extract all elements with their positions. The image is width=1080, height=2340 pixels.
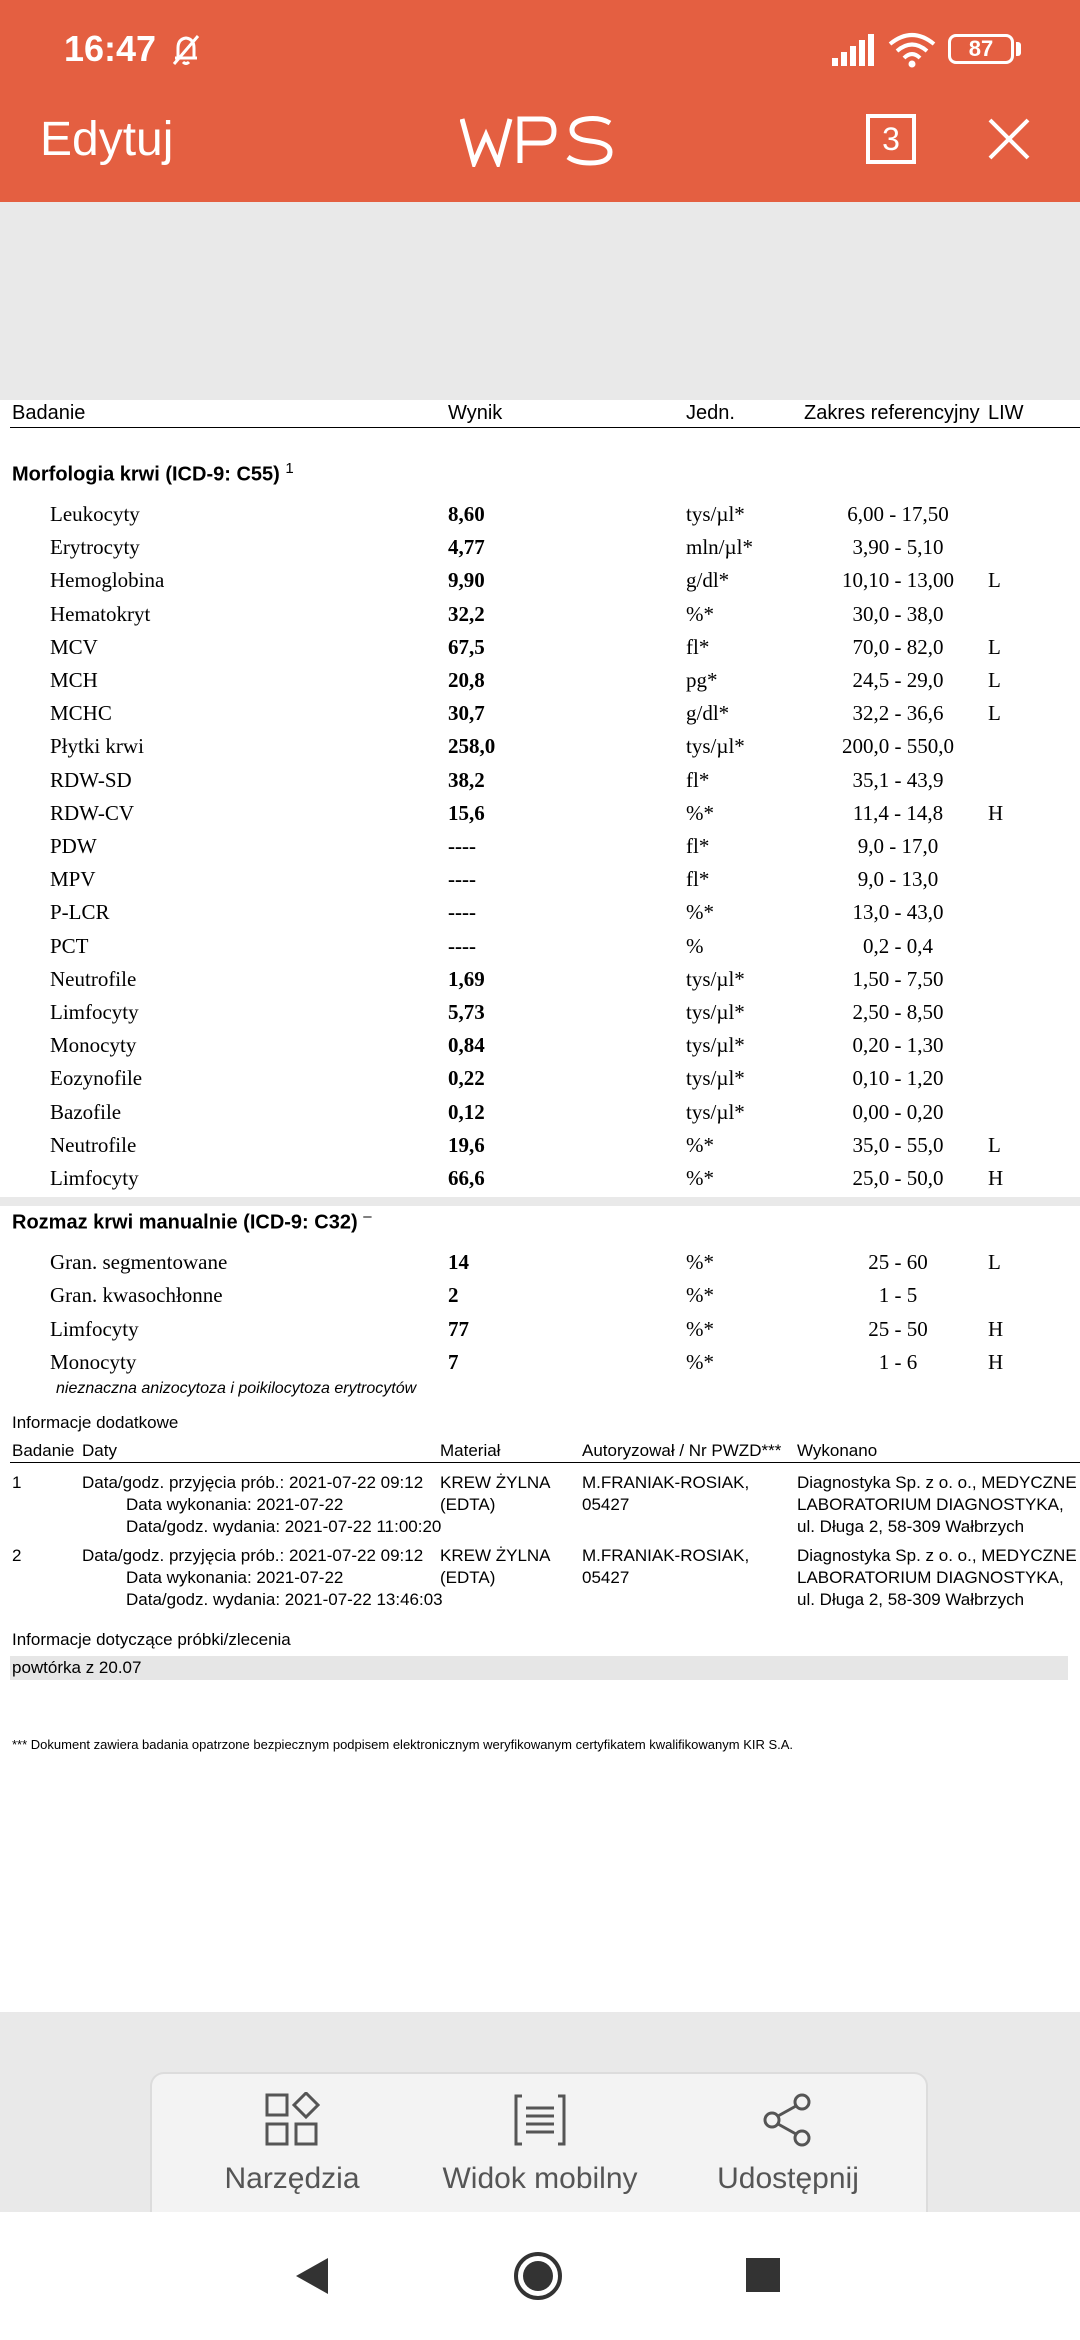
info-material-line: (EDTA) (440, 1495, 496, 1514)
test-flag: L (988, 668, 1001, 692)
test-name: P-LCR (50, 900, 110, 925)
test-unit: tys/µl* (686, 1000, 745, 1024)
edit-button[interactable]: Edytuj (40, 113, 174, 166)
test-range: 0,20 - 1,30 (852, 1033, 944, 1058)
bell-off-icon (166, 30, 206, 70)
info-author-line: M.FRANIAK-ROSIAK, (582, 1473, 750, 1492)
test-unit: g/dl* (686, 701, 730, 726)
test-name: Monocyty (50, 1033, 137, 1058)
header-divider (10, 427, 1080, 428)
test-range: 1 - 5 (878, 1283, 918, 1308)
extra-info-title: Informacje dodatkowe (12, 1413, 179, 1432)
test-range: 30,0 - 38,0 (852, 601, 944, 626)
test-range: 6,00 - 17,50 (847, 502, 949, 526)
test-name: Hemoglobina (50, 568, 165, 593)
test-range: 1,50 - 7,50 (852, 966, 944, 991)
test-value: 0,84 (448, 1033, 485, 1058)
info-author-line: 05427 (582, 1495, 630, 1514)
test-unit: %* (686, 1349, 714, 1374)
test-value: 2 (448, 1283, 459, 1308)
section-title-smear-sup: – (363, 1208, 372, 1225)
test-value: 8,60 (448, 502, 485, 526)
test-name: Limfocyty (50, 1000, 139, 1024)
info-date-line: Data wykonania: 2021-07-22 (126, 1568, 344, 1587)
test-flag: H (988, 800, 1004, 825)
test-unit: tys/µl* (686, 1033, 745, 1058)
test-range: 200,0 - 550,0 (842, 734, 954, 759)
test-name: Erytrocyty (50, 535, 140, 560)
test-value: 32,2 (448, 601, 485, 626)
test-value: ---- (448, 867, 476, 892)
header-test: Badanie (12, 402, 86, 424)
test-name: MPV (50, 867, 96, 892)
test-range: 35,0 - 55,0 (852, 1132, 944, 1157)
test-flag: L (988, 1250, 1001, 1274)
test-unit: %* (686, 1316, 714, 1341)
test-unit: tys/µl* (686, 1066, 745, 1091)
sample-info-title: Informacje dotyczące próbki/zlecenia (12, 1630, 291, 1649)
info-header-author: Autoryzował / Nr PWZD*** (582, 1441, 782, 1460)
test-value: 4,77 (448, 535, 485, 560)
test-name: PDW (50, 834, 97, 858)
mobile-view-icon (512, 2092, 568, 2148)
test-flag: L (988, 1132, 1001, 1157)
test-value: 7 (448, 1349, 459, 1374)
sample-info-box (10, 1656, 1068, 1680)
test-value: ---- (448, 834, 476, 858)
tools-grid-icon (264, 2092, 320, 2148)
test-range: 13,0 - 43,0 (852, 900, 944, 925)
test-flag: H (988, 1349, 1004, 1374)
test-unit: fl* (686, 867, 710, 892)
test-unit: %* (686, 601, 714, 626)
test-flag: L (988, 634, 1001, 659)
info-date-line: Data/godz. wydania: 2021-07-22 11:00:20 (126, 1517, 442, 1536)
recents-icon[interactable] (746, 2258, 780, 2292)
info-header-divider (10, 1462, 1080, 1463)
test-name: Gran. kwasochłonne (50, 1283, 223, 1308)
test-unit: %* (686, 1132, 714, 1157)
test-range: 11,4 - 14,8 (852, 800, 944, 825)
test-unit: fl* (686, 834, 710, 858)
section-title-smear (12, 1208, 372, 1235)
test-unit: %* (686, 800, 714, 825)
test-unit: %* (686, 900, 714, 925)
test-value: 15,6 (448, 800, 485, 825)
test-value: 258,0 (448, 734, 496, 759)
share-label: Udostępnij (717, 2162, 859, 2195)
test-unit: tys/µl* (686, 1099, 745, 1124)
header-range: Zakres referencyjny (804, 402, 980, 424)
close-icon[interactable] (986, 116, 1032, 162)
info-header-dates: Daty (82, 1441, 117, 1460)
test-range: 0,2 - 0,4 (863, 933, 933, 958)
test-name: Hematokryt (50, 601, 151, 626)
test-value: 66,6 (448, 1166, 485, 1190)
test-value: 0,12 (448, 1099, 485, 1124)
test-range: 9,0 - 13,0 (857, 867, 939, 892)
test-value: 30,7 (448, 701, 485, 726)
test-name: MCV (50, 634, 98, 659)
test-name: MCHC (50, 701, 112, 726)
tab-count: 3 (882, 120, 900, 157)
test-name: PCT (50, 933, 89, 958)
info-material-line: KREW ŻYLNA (440, 1473, 551, 1492)
test-name: Neutrofile (50, 1132, 137, 1157)
test-value: 67,5 (448, 634, 485, 659)
info-author-line: 05427 (582, 1568, 630, 1587)
test-name: Neutrofile (50, 966, 137, 991)
test-flag: L (988, 568, 1001, 593)
test-range: 35,1 - 43,9 (852, 767, 944, 792)
test-value: 1,69 (448, 966, 485, 991)
info-header-material: Materiał (440, 1441, 501, 1460)
test-flag: H (988, 1166, 1004, 1190)
test-flag: L (988, 701, 1001, 726)
test-range: 70,0 - 82,0 (852, 634, 944, 659)
test-range: 9,0 - 17,0 (857, 834, 939, 858)
share-icon (760, 2092, 816, 2148)
test-name: RDW-SD (50, 767, 132, 792)
test-unit: g/dl* (686, 568, 730, 593)
share-button[interactable] (668, 2092, 908, 2212)
test-value: ---- (448, 933, 476, 958)
test-name: Leukocyty (50, 502, 140, 526)
signal-icon (832, 34, 874, 66)
info-date-line: Data/godz. przyjęcia prób.: 2021-07-22 09:12 (82, 1546, 424, 1565)
test-unit: fl* (686, 767, 710, 792)
test-range: 2,50 - 8,50 (852, 1000, 944, 1024)
test-name: Bazofile (50, 1099, 122, 1124)
test-unit: %* (686, 1283, 714, 1308)
tools-label: Narzędzia (224, 2162, 360, 2195)
mobile-view-label: Widok mobilny (442, 2162, 638, 2195)
test-name: Limfocyty (50, 1166, 139, 1190)
test-value: 0,22 (448, 1066, 485, 1091)
info-num: 1 (12, 1473, 22, 1492)
battery-tip (1016, 42, 1021, 56)
info-material-line: (EDTA) (440, 1568, 496, 1587)
test-value: 20,8 (448, 668, 485, 692)
info-done-line: LABORATORIUM DIAGNOSTYKA, (797, 1568, 1064, 1587)
test-value: 9,90 (448, 568, 485, 593)
test-range: 3,90 - 5,10 (852, 535, 944, 560)
header-unit: Jedn. (686, 402, 735, 424)
test-value: 38,2 (448, 767, 485, 792)
system-nav-bar (0, 2212, 1080, 2340)
test-range: 24,5 - 29,0 (852, 668, 944, 692)
test-unit: tys/µl* (686, 502, 745, 526)
home-icon[interactable] (512, 2250, 564, 2302)
test-range: 0,00 - 0,20 (852, 1099, 944, 1124)
test-range: 25 - 60 (868, 1250, 928, 1274)
info-date-line: Data wykonania: 2021-07-22 (126, 1495, 344, 1514)
section-divider (0, 1197, 1080, 1206)
test-value: 77 (448, 1316, 469, 1341)
tab-count-button[interactable] (866, 114, 916, 164)
back-icon[interactable] (294, 2256, 330, 2296)
test-range: 0,10 - 1,20 (852, 1066, 944, 1091)
test-unit: mln/µl* (686, 535, 753, 560)
info-header-test: Badanie (12, 1441, 75, 1460)
info-author-line: M.FRANIAK-ROSIAK, (582, 1546, 750, 1565)
battery-icon (948, 34, 1014, 64)
test-unit: tys/µl* (686, 966, 745, 991)
info-num: 2 (12, 1546, 22, 1565)
test-value: 19,6 (448, 1132, 485, 1157)
test-name: Płytki krwi (50, 734, 144, 759)
header-flag: LIW (988, 402, 1024, 424)
info-done-line: Diagnostyka Sp. z o. o., MEDYCZNE (797, 1473, 1077, 1492)
top-bar (0, 0, 1080, 202)
test-unit: % (686, 933, 704, 958)
info-date-line: Data/godz. wydania: 2021-07-22 13:46:03 (126, 1590, 443, 1609)
section-title-morphology (12, 460, 294, 487)
info-date-line: Data/godz. przyjęcia prób.: 2021-07-22 09:12 (82, 1473, 424, 1492)
test-name: Gran. segmentowane (50, 1250, 228, 1274)
sample-info-value: powtórka z 20.07 (12, 1658, 142, 1677)
info-header-done: Wykonano (797, 1441, 878, 1460)
test-name: Monocyty (50, 1349, 137, 1374)
test-range: 25,0 - 50,0 (852, 1166, 944, 1190)
document-page[interactable] (0, 400, 1080, 2012)
tools-button[interactable] (172, 2092, 412, 2212)
test-unit: %* (686, 1166, 714, 1190)
section-title-smear-text: Rozmaz krwi manualnie (ICD-9: C32) (12, 1211, 358, 1234)
status-time: 16:47 (64, 28, 157, 69)
info-done-line: ul. Długa 2, 58-309 Wałbrzych (797, 1517, 1025, 1536)
test-range: 25 - 50 (868, 1316, 928, 1341)
test-value: 14 (448, 1250, 469, 1274)
smear-note: nieznaczna anizocytoza i poikilocytoza erytrocytów (56, 1380, 417, 1397)
test-unit: %* (686, 1250, 714, 1274)
test-unit: tys/µl* (686, 734, 745, 759)
test-name: Eozynofile (50, 1066, 143, 1091)
footnote: *** Dokument zawiera badania opatrzone bezpiecznym podpisem elektronicznym weryfikowanym certyfikatem kwalifikowanym KIR S.A. (12, 1737, 794, 1752)
test-range: 10,10 - 13,00 (842, 568, 954, 593)
test-name: Limfocyty (50, 1316, 139, 1341)
test-name: MCH (50, 668, 98, 692)
test-name: RDW-CV (50, 800, 134, 825)
mobile-view-button[interactable] (420, 2092, 660, 2212)
test-range: 1 - 6 (878, 1349, 918, 1374)
info-done-line: LABORATORIUM DIAGNOSTYKA, (797, 1495, 1064, 1514)
wps-logo (460, 115, 620, 167)
test-range: 32,2 - 36,6 (852, 701, 944, 726)
wifi-icon (888, 32, 936, 68)
section-title-morphology-sup: 1 (285, 460, 294, 477)
test-flag: H (988, 1316, 1004, 1341)
battery-level: 87 (968, 36, 994, 61)
header-result: Wynik (448, 402, 503, 424)
info-done-line: ul. Długa 2, 58-309 Wałbrzych (797, 1590, 1025, 1609)
test-unit: pg* (686, 668, 718, 692)
test-value: 5,73 (448, 1000, 485, 1024)
bottom-dock (150, 2072, 928, 2212)
section-title-morphology-text: Morfologia krwi (ICD-9: C55) (12, 463, 280, 486)
test-value: ---- (448, 900, 476, 925)
test-unit: fl* (686, 634, 710, 659)
info-material-line: KREW ŻYLNA (440, 1546, 551, 1565)
info-done-line: Diagnostyka Sp. z o. o., MEDYCZNE (797, 1546, 1077, 1565)
